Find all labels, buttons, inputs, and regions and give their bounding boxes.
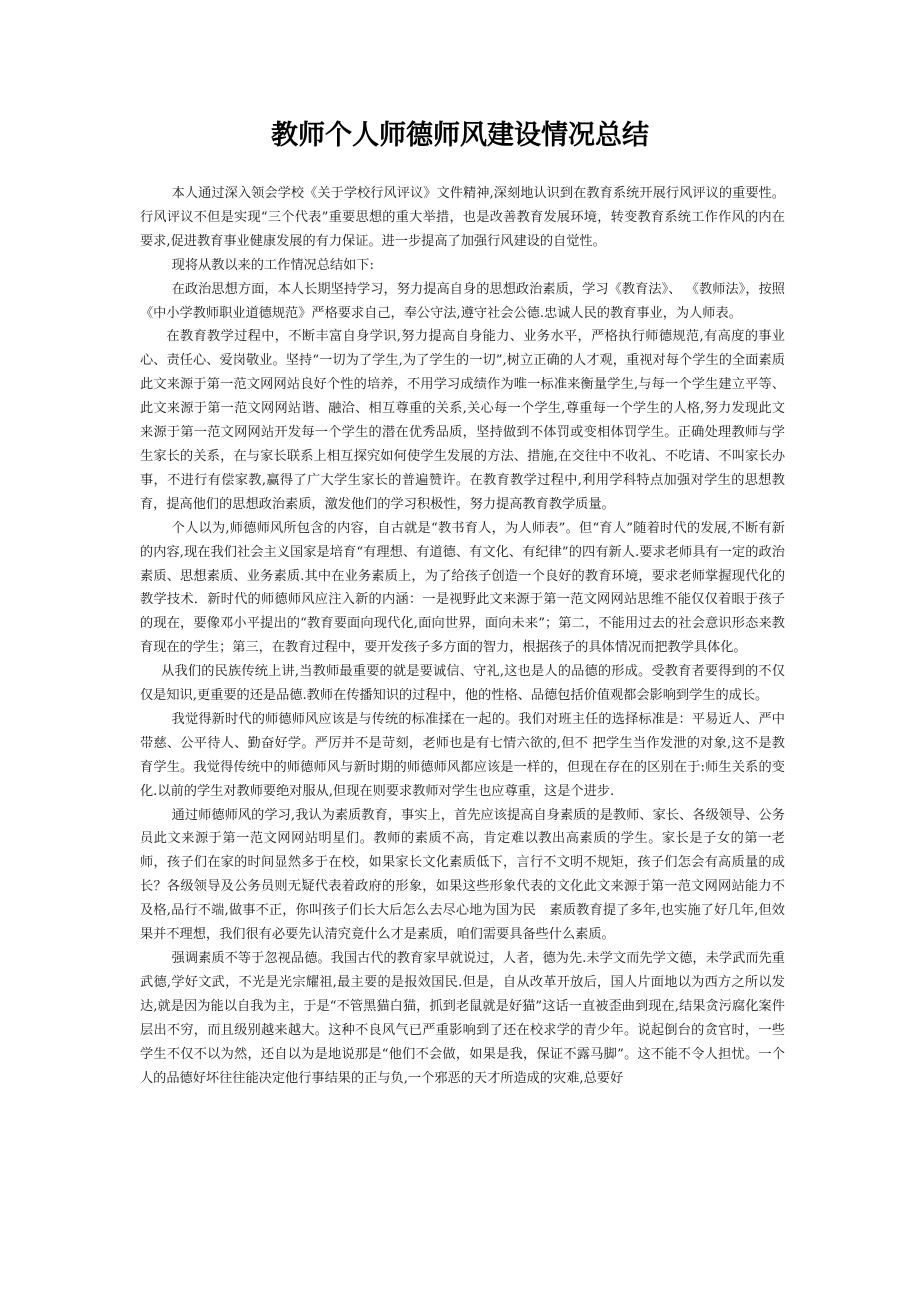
paragraph: 从我们的民族传统上讲,当教师最重要的就是要诚信、守礼,这也是人的品德的形成。受教育者要得到的不仅仅是知识,更重要的还是品德.教师在传播知识的过程中，他的性格、品德包括价值观都会影响到学生的成长。 [140, 664, 785, 704]
paragraph: 强调素质不等于忽视品德。我国古代的教育家早就说过，人者，德为先.未学文而先学文德，未学武而先重武德,学好文武，不光是光宗耀祖,最主要的是报效国民.但是，自从改革开放后，国人片面地以为西方之所以发达,就是因为能以自我为主，于是“不管黑猫白猫，抓到老鼠就是好猫”这话一直被歪曲到现在,结果贪污腐化案件层出不穷，而且级别越来越大。这种不良风气已严重影响到了还在校求学的青少年。说起倒台的贪官时，一些学生不仅不以为然，还自以为是地说那是“他们不会做，如果是我，保证不露马脚”。这不能不令人担忧。一个人的品德好坏往往能决定他行事结果的正与负,一个邪恶的天才所造成的灾难,总要好 [140, 951, 785, 1086]
paragraph: 现将从教以来的工作情况总结如下: [171, 257, 374, 273]
document-body [140, 182, 785, 1090]
paragraph: 通过师德师风的学习,我认为素质教育，事实上，首先应该提高自身素质的是教师、家长、各级领导、公务员此文来源于第一范文网网站明星们。教师的素质不高，肯定难以教出高素质的学生。家长是子女的第一老师，孩子们在家的时间显然多于在校，如果家长文化素质低下，言行不文明不规矩，孩子们怎会有高质量的成长？各级领导及公务员则无疑代表着政府的形象，如果这些形象代表的文化此文来源于第一范文网网站能力不及格,品行不端,做事不正，你叫孩子们长大后怎么去尽心地为国为民 素质教育提了多年,也实施了好几年,但效果并不理想，我们很有必要先认清究竟什么才是素质，咱们需要具备些什么素质。 [140, 807, 785, 943]
document-title: 教师个人师德师风建设情况总结 [271, 120, 649, 151]
paragraph: 在教育教学过程中，不断丰富自身学识,努力提高自身能力、业务水平，严格执行师德规范,有高度的事业心、责任心、爱岗敬业。坚持“一切为了学生,为了学生的一切”,树立正确的人才观，重视对每个学生的全面素质此文来源于第一范文网网站良好个性的培养，不用学习成绩作为唯一标准来衡量学生,与每一个学生建立平等、此文来源于第一范文网网站谐、融洽、相互尊重的关系,关心每一个学生,尊重每一个学生的人格,努力发现此文来源于第一范文网网站开发每一个学生的潜在优秀品质，坚持做到不体罚或变相体罚学生。正确处理教师与学生家长的关系，在与家长联系上相互探究如何使学生发展的方法、措施,在交往中不收礼、不吃请、不叫家长办事，不进行有偿家教,赢得了广大学生家长的普遍赞许。在教育教学过程中,利用学科特点加强对学生的思想教育，提高他们的思想政治素质，激发他们的学习积极性，努力提高教育教学质量。 [140, 329, 785, 512]
paragraph: 我觉得新时代的师德师风应该是与传统的标准揉在一起的。我们对班主任的选择标准是：平易近人、严中带慈、公平待人、勤奋好学。严厉并不是苛刻，老师也是有七情六欲的,但不 把学生当作发泄的对象,这不是教育学生。我觉得传统中的师德师风与新时期的师德师风都应该是一样的，但现在存在的区别在于:师生关系的变化.以前的学生对教师要绝对服从,但现在则要求教师对学生也应尊重，这是个进步. [140, 711, 785, 799]
paragraph: 本人通过深入领会学校《关于学校行风评议》文件精神,深刻地认识到在教育系统开展行风评议的重要性。行风评议不但是实现“三个代表”重要思想的重大举措，也是改善教育发展环境，转变教育系统工作作风的内在要求,促进教育事业健康发展的有力保证。进一步提高了加强行风建设的自觉性。 [140, 186, 785, 249]
paragraph: 个人以为,师德师风所包含的内容，自古就是“教书育人，为人师表”。但“育人”随着时代的发展,不断有新的内容,现在我们社会主义国家是培育“有理想、有道德、有文化、有纪律”的四有新人.要求老师具有一定的政治素质、思想素质、业务素质.其中在业务素质上，为了给孩子创造一个良好的教育环境，要求老师掌握现代化的教学技术．新时代的师德师风应注入新的内涵：一是视野此文来源于第一范文网网站思维不能仅仅着眼于孩子的现在，要像邓小平提出的“教育要面向现代化,面向世界，面向未来”；第二，不能用过去的社会意识形态来教育现在的学生；第三，在教育过程中，要开发孩子多方面的智力，根据孩子的具体情况而把教学具体化。 [140, 520, 785, 656]
paragraph: 在政治思想方面，本人长期坚持学习，努力提高自身的思想政治素质，学习《教育法》、 《教师法》，按照《中小学教师职业道德规范》严格要求自己，奉公守法,遵守社会公德.忠诚人民的教育事业，为人师表。 [140, 281, 785, 321]
